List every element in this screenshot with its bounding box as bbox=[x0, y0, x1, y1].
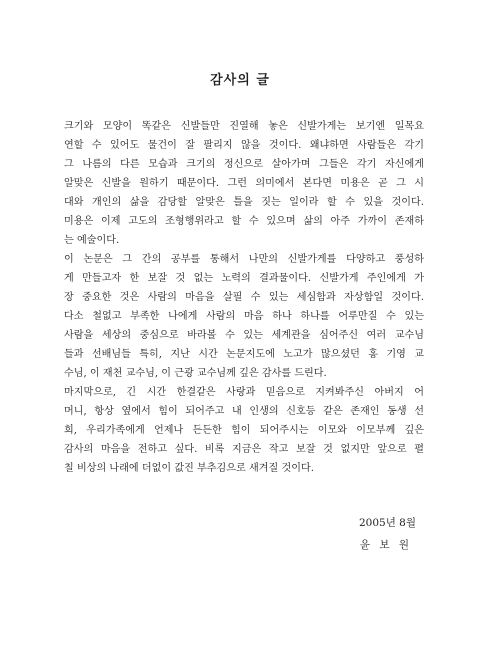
text-line: 그 나름의 다른 모습과 크기의 정신으로 살아가며 그들은 각기 자신에게 bbox=[64, 159, 424, 170]
signature-date: 2005년 8월 bbox=[358, 517, 416, 529]
text-line: 수님, 이 재천 교수님, 이 근광 교수님께 깊은 감사를 드린다. bbox=[64, 368, 327, 379]
signature-name: 윤 보 원 bbox=[359, 539, 412, 551]
text-line: 알맞은 신발을 원하기 때문이다. 그런 의미에서 본다면 미용은 곧 그 시 bbox=[64, 178, 424, 189]
text-line: 들과 선배님들 특히, 지난 시간 논문지도에 노고가 많으셨던 홍 기영 교 bbox=[64, 349, 424, 360]
text-line: 사람을 세상의 중심으로 바라볼 수 있는 세계관을 심어주신 여러 교수님 bbox=[64, 330, 424, 341]
text-line: 연할 수 있어도 물건이 잘 팔리지 않을 것이다. 왜냐하면 사람들은 각기 bbox=[64, 140, 424, 151]
text-line: 희, 우리가족에게 언제나 든든한 힘이 되어주시는 이모와 이모부께 깊은 bbox=[64, 425, 424, 436]
page-title: 감사의 글 bbox=[210, 73, 270, 88]
body-text bbox=[64, 117, 424, 478]
text-line: 장 중요한 것은 사람의 마음을 살필 수 있는 세심함과 자상함일 것이다. bbox=[64, 292, 424, 303]
text-line: 대와 개인의 삶을 감당할 알맞은 틀을 짓는 일이라 할 수 있을 것이다. bbox=[64, 197, 424, 208]
text-line: 마지막으로, 긴 시간 한결같은 사랑과 믿음으로 지켜봐주신 아버지 어 bbox=[64, 387, 424, 398]
text-line: 는 예술이다. bbox=[64, 235, 120, 246]
text-line: 크기와 모양이 똑같은 신발들만 진열해 놓은 신발가게는 보기엔 일목요 bbox=[64, 121, 424, 132]
text-line: 이 논문은 그 간의 공부를 통해서 나만의 신발가게를 다양하고 풍성하 bbox=[64, 254, 424, 265]
text-line: 머니, 항상 옆에서 힘이 되어주고 내 인생의 신호등 같은 존재인 동생 선 bbox=[64, 406, 424, 417]
text-line: 미용은 이제 고도의 조형행위라고 할 수 있으며 삶의 아주 가까이 존재하 bbox=[64, 216, 424, 227]
text-line: 다소 철없고 부족한 나에게 사람의 마음 하나 하나를 어루만질 수 있는 bbox=[64, 311, 424, 322]
signature-block bbox=[276, 512, 416, 556]
text-line: 감사의 마음을 전하고 싶다. 비록 지금은 작고 보잘 것 없지만 앞으로 펼 bbox=[64, 444, 424, 455]
text-line: 게 만들고자 한 보잘 것 없는 노력의 결과물이다. 신발가게 주인에게 가 bbox=[64, 273, 424, 284]
text-line: 칠 비상의 나래에 더없이 값진 부추김으로 새겨질 것이다. bbox=[64, 463, 314, 474]
